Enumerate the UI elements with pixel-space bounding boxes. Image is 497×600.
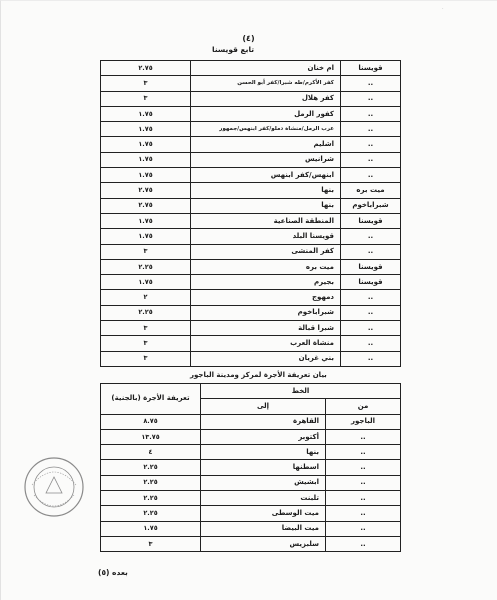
table-row bbox=[101, 168, 401, 183]
destination-cell: ابشيش bbox=[201, 475, 326, 490]
fare-cell: ١.٧٥ bbox=[101, 137, 191, 152]
table-row bbox=[101, 321, 401, 336]
origin-cell: قويسنا bbox=[341, 61, 401, 76]
fare-table-bagour-body bbox=[101, 384, 401, 552]
destination-cell: بنها bbox=[191, 198, 341, 213]
destination-cell: قويسنا البلد bbox=[191, 229, 341, 244]
table-row bbox=[101, 445, 401, 460]
table-row bbox=[101, 351, 401, 366]
table-row bbox=[101, 213, 401, 228]
table-row bbox=[101, 336, 401, 351]
fare-cell: ١.٧٥ bbox=[101, 213, 191, 228]
origin-cell: .. bbox=[341, 106, 401, 121]
fare-cell: ٢.٢٥ bbox=[101, 460, 201, 475]
origin-cell: .. bbox=[341, 229, 401, 244]
header-to: إلى bbox=[201, 399, 326, 414]
destination-cell: بنها bbox=[191, 183, 341, 198]
fare-cell: ١.٧٥ bbox=[101, 521, 201, 536]
fare-cell: ٢.٢٥ bbox=[101, 259, 191, 274]
corner-mark: · bbox=[442, 6, 444, 12]
header-line: الخط bbox=[201, 384, 401, 399]
origin-cell: .. bbox=[326, 445, 401, 460]
destination-cell: اشليم bbox=[191, 137, 341, 152]
table-row bbox=[101, 491, 401, 506]
fare-cell: ١٣.٧٥ bbox=[101, 429, 201, 444]
origin-cell: .. bbox=[326, 491, 401, 506]
table-row bbox=[101, 244, 401, 259]
destination-cell: منشاة العرب bbox=[191, 336, 341, 351]
table-row bbox=[101, 91, 401, 106]
origin-cell: .. bbox=[326, 536, 401, 551]
table-row bbox=[101, 475, 401, 490]
table-row bbox=[101, 536, 401, 551]
fare-cell: ١.٧٥ bbox=[101, 275, 191, 290]
origin-cell: .. bbox=[326, 475, 401, 490]
table-row bbox=[101, 429, 401, 444]
origin-cell: .. bbox=[341, 321, 401, 336]
header-from: من bbox=[326, 399, 401, 414]
fare-cell: ١.٧٥ bbox=[101, 152, 191, 167]
table-header-row bbox=[101, 384, 401, 399]
table-row bbox=[101, 183, 401, 198]
table-row bbox=[101, 106, 401, 121]
destination-cell: شرانيس bbox=[191, 152, 341, 167]
fare-cell: ٨.٧٥ bbox=[101, 414, 201, 429]
origin-cell: شبراباخوم bbox=[341, 198, 401, 213]
table-row bbox=[101, 122, 401, 137]
fare-table-qwesna-body bbox=[101, 61, 401, 367]
destination-cell: كفر المنشى bbox=[191, 244, 341, 259]
fare-cell: ٢.٧٥ bbox=[101, 61, 191, 76]
fare-cell: ٢.٢٥ bbox=[101, 491, 201, 506]
footer-continuation: بعده (٥) bbox=[98, 568, 128, 577]
origin-cell: ميت بره bbox=[341, 183, 401, 198]
table-row bbox=[101, 61, 401, 76]
fare-cell: ٢.٧٥ bbox=[101, 183, 191, 198]
fare-cell: ٣ bbox=[101, 321, 191, 336]
origin-cell: .. bbox=[326, 460, 401, 475]
table-row bbox=[101, 521, 401, 536]
fare-cell: ١.٧٥ bbox=[101, 122, 191, 137]
fare-table-bagour bbox=[100, 383, 401, 552]
destination-cell: بنها bbox=[201, 445, 326, 460]
fare-cell: ٣ bbox=[101, 76, 191, 91]
table-row bbox=[101, 198, 401, 213]
fare-cell: ٢.٢٥ bbox=[101, 305, 191, 320]
fare-cell: ٢.٢٥ bbox=[101, 475, 201, 490]
destination-cell: كفور الرمل bbox=[191, 106, 341, 121]
origin-cell: قويسنا bbox=[341, 259, 401, 274]
fare-cell: ١.٧٥ bbox=[101, 106, 191, 121]
fare-cell: ١.٧٥ bbox=[101, 229, 191, 244]
origin-cell: .. bbox=[341, 91, 401, 106]
table-row bbox=[101, 460, 401, 475]
destination-cell: ميت بره bbox=[191, 259, 341, 274]
destination-cell: اسطنها bbox=[201, 460, 326, 475]
stamp-inner-ring bbox=[34, 467, 74, 507]
destination-cell: بجيرم bbox=[191, 275, 341, 290]
table-row bbox=[101, 229, 401, 244]
origin-cell: قويسنا bbox=[341, 275, 401, 290]
page-number: (٤) bbox=[242, 34, 255, 43]
header-fare: تعريفة الأجرة (بالجنية) bbox=[101, 384, 201, 415]
destination-cell: شبراباخوم bbox=[191, 305, 341, 320]
table-row bbox=[101, 137, 401, 152]
origin-cell: .. bbox=[341, 168, 401, 183]
table-row bbox=[101, 76, 401, 91]
origin-cell: .. bbox=[341, 305, 401, 320]
fare-cell: ١.٧٥ bbox=[101, 168, 191, 183]
subtitle: تابع قويسنا bbox=[212, 45, 255, 54]
destination-cell: شبرا قبالة bbox=[191, 321, 341, 336]
destination-cell: المنطقة الصناعية bbox=[191, 213, 341, 228]
table-row bbox=[101, 305, 401, 320]
destination-cell: ميت الوسطى bbox=[201, 506, 326, 521]
destination-cell: كفر هلال bbox=[191, 91, 341, 106]
fare-cell: ٢ bbox=[101, 290, 191, 305]
table-row bbox=[101, 259, 401, 274]
origin-cell: .. bbox=[341, 76, 401, 91]
origin-cell: الباجور bbox=[326, 414, 401, 429]
fare-cell: ٣ bbox=[101, 536, 201, 551]
origin-cell: .. bbox=[341, 122, 401, 137]
table-row bbox=[101, 290, 401, 305]
origin-cell: قويسنا bbox=[341, 213, 401, 228]
table-row bbox=[101, 506, 401, 521]
destination-cell: كفر الأكرم/طه شبرا/كفر أبو الحسن bbox=[191, 76, 341, 91]
fare-cell: ٣ bbox=[101, 336, 191, 351]
table-row bbox=[101, 152, 401, 167]
official-stamp bbox=[22, 455, 86, 519]
origin-cell: .. bbox=[341, 152, 401, 167]
destination-cell: عرب الرمل/منشاة دملو/كفر ابنهس/جمهور bbox=[191, 122, 341, 137]
origin-cell: .. bbox=[326, 506, 401, 521]
destination-cell: ابنهس/كفر ابنهس bbox=[191, 168, 341, 183]
destination-cell: تلبنت bbox=[201, 491, 326, 506]
destination-cell: بني غريان bbox=[191, 351, 341, 366]
fare-cell: ٢.٢٥ bbox=[101, 506, 201, 521]
table2-title: بيان تعريفة الأجرة لمركز ومدينة الباجور bbox=[190, 371, 327, 379]
fare-cell: ٣ bbox=[101, 244, 191, 259]
stamp-ring-text bbox=[34, 495, 74, 506]
origin-cell: .. bbox=[326, 521, 401, 536]
table-row bbox=[101, 275, 401, 290]
table-row bbox=[101, 414, 401, 429]
destination-cell: أكتوبر bbox=[201, 429, 326, 444]
fare-table-qwesna bbox=[100, 60, 401, 367]
origin-cell: .. bbox=[341, 351, 401, 366]
origin-cell: .. bbox=[341, 290, 401, 305]
origin-cell: .. bbox=[341, 137, 401, 152]
fare-cell: ٣ bbox=[101, 351, 191, 366]
destination-cell: دمهوج bbox=[191, 290, 341, 305]
destination-cell: ميت البيضا bbox=[201, 521, 326, 536]
fare-cell: ٢.٧٥ bbox=[101, 198, 191, 213]
destination-cell: سلبزيس bbox=[201, 536, 326, 551]
stamp-emblem bbox=[46, 477, 62, 493]
origin-cell: .. bbox=[341, 244, 401, 259]
fare-cell: ٣ bbox=[101, 91, 191, 106]
origin-cell: .. bbox=[326, 429, 401, 444]
origin-cell: .. bbox=[341, 336, 401, 351]
destination-cell: القاهرة bbox=[201, 414, 326, 429]
fare-cell: ٤ bbox=[101, 445, 201, 460]
destination-cell: ام خنان bbox=[191, 61, 341, 76]
